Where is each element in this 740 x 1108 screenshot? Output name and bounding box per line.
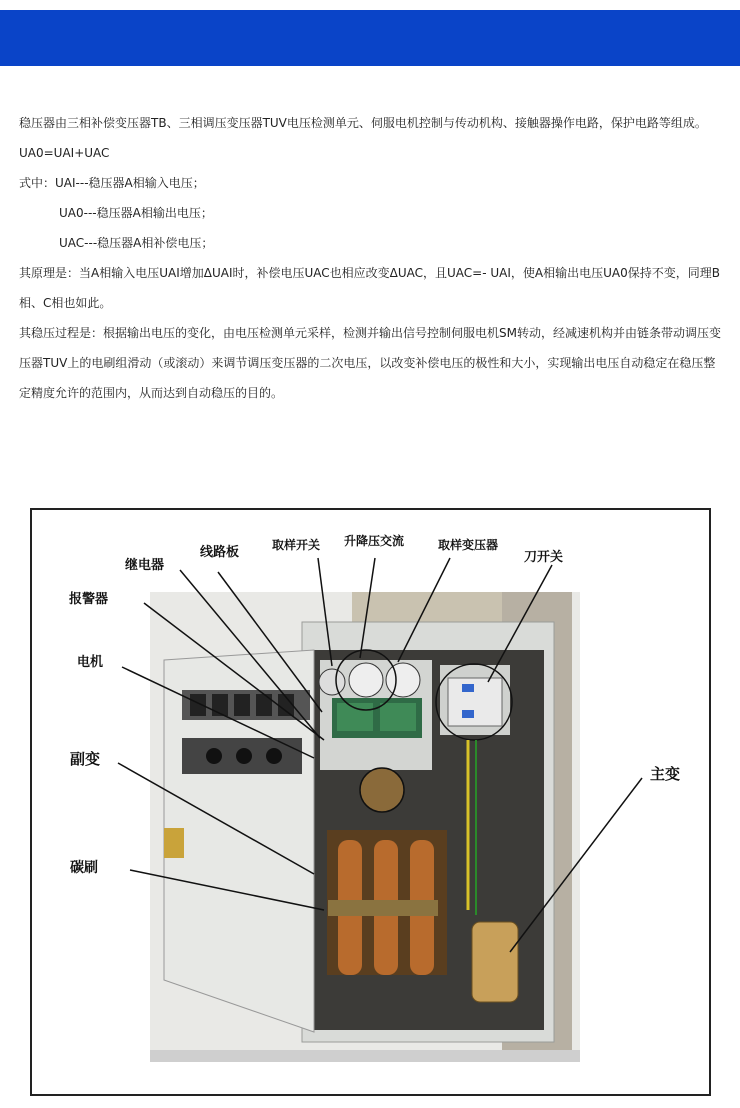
where-line-2: UA0---稳压器A相输出电压； — [59, 206, 213, 220]
formula-line: UA0=UAI+UAC — [19, 146, 110, 160]
label-auxiliary-transformer: 副变 — [70, 750, 101, 768]
stabilizer-figure — [30, 508, 711, 1096]
header-banner — [0, 0, 740, 66]
label-ac-contactor: 升降压交流 — [344, 534, 405, 548]
label-sampling-transformer: 取样变压器 — [438, 538, 499, 552]
where-line-3: UAC---稳压器A相补偿电压； — [59, 236, 214, 250]
header-band — [0, 10, 740, 66]
label-main-transformer: 主变 — [650, 765, 681, 783]
stabilizer-photo — [32, 510, 709, 1094]
intro-paragraph: 稳压器由三相补偿变压器TB、三相调压变压器TUV电压检测单元、伺服电机控制与传动机构、接触器操作电路，保护电路等组成。 — [19, 116, 707, 130]
article-body — [19, 108, 721, 408]
principle-paragraph: 其原理是：当A相输入电压UAI增加ΔUAI时，补偿电压UAC也相应改变ΔUAC，且UAC=- UAI，使A相输出电压UA0保持不变，同理B相、C相也如此。 — [19, 266, 720, 310]
label-circuit-board: 线路板 — [200, 545, 240, 560]
label-knife-switch: 刀开关 — [524, 550, 564, 565]
label-relay: 继电器 — [125, 558, 165, 573]
label-alarm: 报警器 — [69, 592, 109, 607]
label-sampling-switch: 取样开关 — [272, 538, 321, 552]
label-motor: 电机 — [77, 655, 104, 670]
process-paragraph: 其稳压过程是：根据输出电压的变化，由电压检测单元采样，检测并输出信号控制伺服电机SM转动，经减速机构并由链条带动调压变压器TUV上的电刷组滑动（或滚动）来调节调压变压器的二次电压，以改变补偿电压的极性和大小，实现输出电压自动稳定在稳压整定精度允许的范围内，从而达到自动稳压的目的。 — [19, 326, 721, 400]
where-line-1: 式中：UAI---稳压器A相输入电压； — [19, 176, 205, 190]
label-carbon-brush: 碳刷 — [70, 860, 98, 876]
